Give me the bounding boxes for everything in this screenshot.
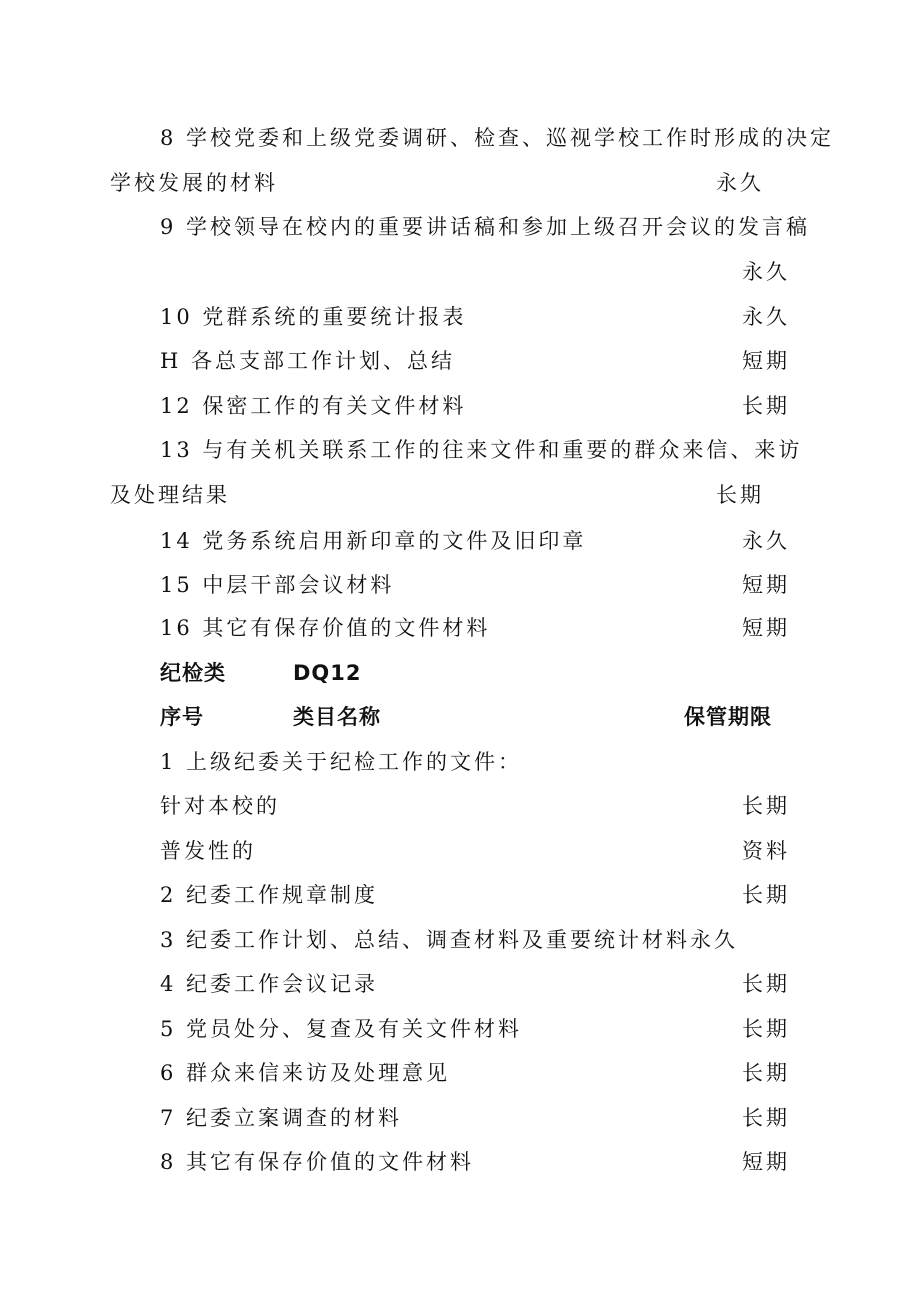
- section-title: 纪检类: [160, 661, 226, 685]
- list-item-text: 8 其它有保存价值的文件材料: [160, 1150, 475, 1174]
- header-period: 保管期限: [684, 705, 772, 729]
- list-item-text: 1 上级纪委关于纪检工作的文件：: [160, 750, 523, 774]
- retention-period: 短期: [742, 1150, 790, 1174]
- retention-period: 永久: [742, 260, 790, 284]
- retention-period: 永久: [742, 529, 790, 553]
- list-item-text: 10 党群系统的重要统计报表: [160, 305, 467, 329]
- retention-period: 长期: [742, 1017, 790, 1041]
- list-item-text: 9 学校领导在校内的重要讲话稿和参加上级召开会议的发言稿: [160, 215, 811, 239]
- retention-period: 资料: [742, 839, 790, 863]
- list-item-text: 15 中层干部会议材料: [160, 573, 395, 597]
- list-item-text: 5 党员处分、复查及有关文件材料: [160, 1017, 523, 1041]
- list-item-text: 14 党务系统启用新印章的文件及旧印章: [160, 529, 587, 553]
- retention-period: 长期: [742, 1106, 790, 1130]
- section-code: DQ12: [293, 661, 362, 685]
- list-item-text: 3 纪委工作计划、总结、调查材料及重要统计材料永久: [160, 928, 739, 952]
- retention-period: 短期: [742, 349, 790, 373]
- retention-period: 长期: [742, 883, 790, 907]
- list-item-text: H 各总支部工作计划、总结: [160, 349, 455, 373]
- list-item-text: 4 纪委工作会议记录: [160, 972, 379, 996]
- list-item-text: 普发性的: [160, 839, 256, 863]
- list-item-text: 6 群众来信来访及处理意见: [160, 1061, 451, 1085]
- retention-period: 永久: [742, 305, 790, 329]
- list-item-text: 7 纪委立案调查的材料: [160, 1106, 403, 1130]
- list-item-text-continued: 及处理结果: [110, 483, 230, 507]
- list-item-text: 针对本校的: [160, 794, 280, 818]
- retention-period: 永久: [716, 171, 764, 195]
- retention-period: 长期: [742, 794, 790, 818]
- list-item-text: 2 纪委工作规章制度: [160, 883, 379, 907]
- retention-period: 长期: [742, 972, 790, 996]
- header-seq: 序号: [160, 705, 204, 729]
- retention-period: 长期: [716, 483, 764, 507]
- retention-period: 长期: [742, 1061, 790, 1085]
- header-name: 类目名称: [293, 705, 381, 729]
- retention-period: 长期: [742, 394, 790, 418]
- list-item-text: 13 与有关机关联系工作的往来文件和重要的群众来信、来访: [160, 438, 803, 462]
- list-item-text: 8 学校党委和上级党委调研、检查、巡视学校工作时形成的决定: [160, 126, 835, 150]
- list-item-text: 16 其它有保存价值的文件材料: [160, 616, 491, 640]
- retention-period: 短期: [742, 573, 790, 597]
- list-item-text: 12 保密工作的有关文件材料: [160, 394, 467, 418]
- retention-period: 短期: [742, 616, 790, 640]
- list-item-text-continued: 学校发展的材料: [110, 171, 278, 195]
